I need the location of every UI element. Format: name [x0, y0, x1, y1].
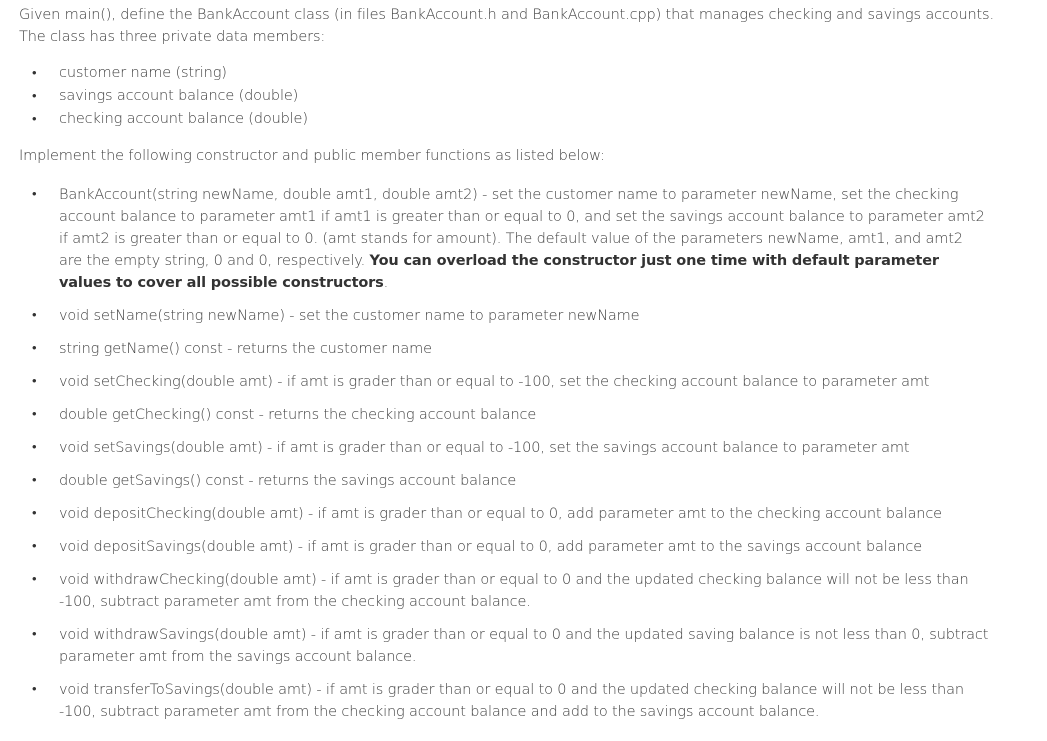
- function-text: void withdrawChecking(double amt) - if amt is grader than or equal to 0 and the updated checking balance will not be less than -100, subtract parameter amt from the checking account balance.: [59, 572, 969, 610]
- bullet: •: [32, 473, 37, 488]
- intro-paragraph: Given main(), define the BankAccount class (in files BankAccount.h and BankAccount.cpp) that manages checking and savings accounts. The class has three private data members:: [19, 7, 994, 45]
- list-item: [19, 624, 989, 668]
- bullet: •: [32, 682, 37, 697]
- list-item-constructor: [19, 184, 989, 294]
- member-text: checking account balance (double): [59, 111, 308, 127]
- bullet: •: [32, 308, 37, 323]
- bullet: •: [32, 187, 37, 202]
- bullet: •: [32, 89, 37, 104]
- list-item: [19, 679, 989, 723]
- constructor-text: BankAccount(string newName, double amt1, double amt2) - set the customer name to parameter newName, set the checking account balance to parameter amt1 if amt1 is greater than or equal to 0, and set the savings account balance to parameter amt2 if amt2 is greater than or equal to 0. (amt stands for amount). The default value of the parameters newName, amt1, and amt2 are the empty string, 0 and 0, respectively.: [59, 187, 985, 269]
- list-item: [19, 62, 1047, 85]
- list-item: [19, 371, 989, 393]
- function-text: double getSavings() const - returns the savings account balance: [59, 473, 517, 489]
- list-item: [19, 108, 1047, 131]
- private-members-list: [19, 62, 1047, 131]
- function-text: string getName() const - returns the customer name: [59, 341, 432, 357]
- function-text: void depositChecking(double amt) - if amt is grader than or equal to 0, add parameter amt to the checking account balance: [59, 506, 942, 522]
- list-item: [19, 85, 1047, 108]
- list-item: [19, 338, 989, 360]
- function-text: void withdrawSavings(double amt) - if amt is grader than or equal to 0 and the updated saving balance is not less than 0, subtract parameter amt from the savings account balance.: [59, 627, 989, 665]
- list-item: [19, 305, 989, 327]
- list-item: [19, 437, 989, 459]
- bullet: •: [32, 407, 37, 422]
- implementation-intro: Implement the following constructor and public member functions as listed below:: [19, 148, 605, 164]
- member-text: savings account balance (double): [59, 88, 299, 104]
- bullet: •: [32, 572, 37, 587]
- function-text: void depositSavings(double amt) - if amt is grader than or equal to 0, add parameter amt to the savings account balance: [59, 539, 922, 555]
- list-item: [19, 536, 989, 558]
- list-item: [19, 503, 989, 525]
- bullet: •: [32, 627, 37, 642]
- constructor-end: .: [383, 275, 389, 291]
- bullet: •: [32, 341, 37, 356]
- function-text: void transferToSavings(double amt) - if amt is grader than or equal to 0 and the updated checking balance will not be less than -100, subtract parameter amt from the checking account balance and add to the savings account balance.: [59, 682, 964, 720]
- function-text: void setSavings(double amt) - if amt is grader than or equal to -100, set the savings account balance to parameter amt: [59, 440, 910, 456]
- bullet: •: [32, 539, 37, 554]
- function-text: double getChecking() const - returns the checking account balance: [59, 407, 537, 423]
- list-item: [19, 569, 989, 613]
- member-text: customer name (string): [59, 65, 227, 81]
- function-text: void setName(string newName) - set the customer name to parameter newName: [59, 308, 640, 324]
- bullet: •: [32, 374, 37, 389]
- list-item: [19, 404, 989, 426]
- bullet: •: [32, 112, 37, 127]
- bullet: •: [32, 440, 37, 455]
- bullet: •: [32, 506, 37, 521]
- list-item: [19, 470, 989, 492]
- function-text: void setChecking(double amt) - if amt is grader than or equal to -100, set the checking account balance to parameter amt: [59, 374, 930, 390]
- constructor-bold-note: You can overload the constructor just one time with default parameter values to cover all possible constructors: [59, 253, 939, 291]
- bullet: •: [32, 66, 37, 81]
- functions-list: [19, 184, 1047, 723]
